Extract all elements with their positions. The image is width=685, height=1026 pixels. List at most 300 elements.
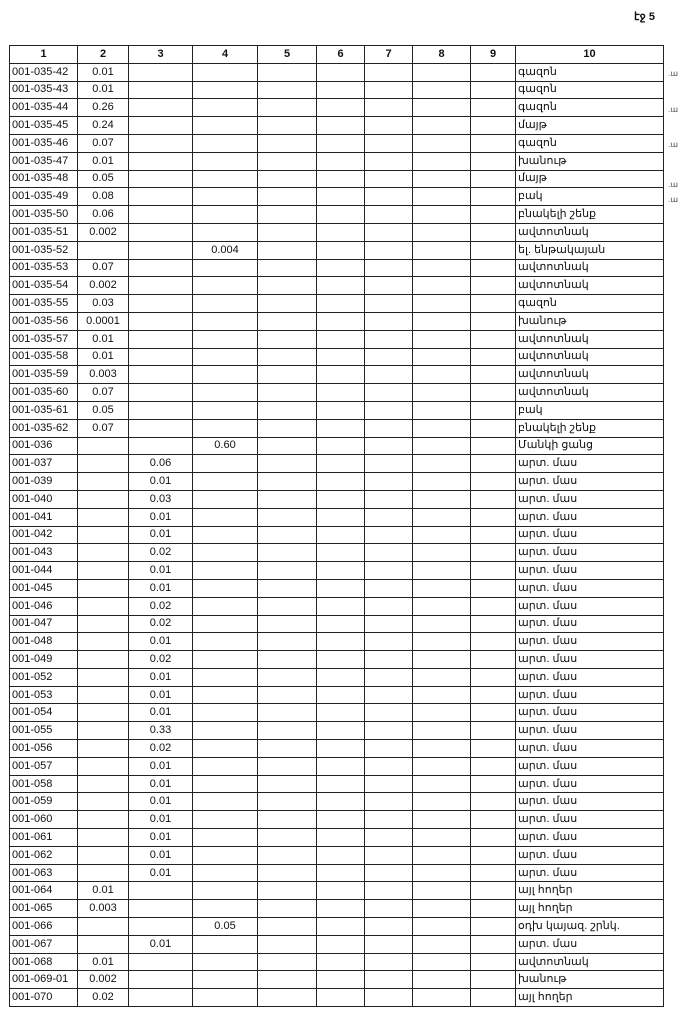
- cell-c7: [365, 117, 413, 135]
- cell-c6: [317, 846, 365, 864]
- cell-c4: [193, 259, 258, 277]
- table-row: [10, 651, 664, 669]
- table-row: [10, 668, 664, 686]
- cell-c9: [471, 615, 516, 633]
- cell-c7: [365, 562, 413, 580]
- cell-c9: [471, 989, 516, 1007]
- cell-c1: 001-063: [10, 864, 78, 882]
- cell-c1: 001-059: [10, 793, 78, 811]
- cell-c3: 0.06: [129, 455, 193, 473]
- cell-c4: [193, 882, 258, 900]
- cell-c1: 001-044: [10, 562, 78, 580]
- cell-c10: արտ. մաս: [516, 740, 664, 758]
- cell-c6: [317, 223, 365, 241]
- cell-c9: [471, 900, 516, 918]
- cell-c10: արտ. մաս: [516, 864, 664, 882]
- cell-c7: [365, 579, 413, 597]
- cell-c8: [413, 526, 471, 544]
- cell-c2: 0.07: [78, 134, 129, 152]
- cell-c3: [129, 152, 193, 170]
- cell-c1: 001-070: [10, 989, 78, 1007]
- cell-c8: [413, 989, 471, 1007]
- cell-c4: [193, 829, 258, 847]
- cell-c9: [471, 170, 516, 188]
- cell-c5: [258, 668, 317, 686]
- cell-c9: [471, 81, 516, 99]
- cell-c8: [413, 473, 471, 491]
- column-header-7: 7: [365, 46, 413, 64]
- column-header-4: 4: [193, 46, 258, 64]
- cell-c4: 0.05: [193, 918, 258, 936]
- cell-c1: 001-040: [10, 490, 78, 508]
- cell-c4: [193, 989, 258, 1007]
- cell-c5: [258, 793, 317, 811]
- cell-c6: [317, 508, 365, 526]
- column-header-5: 5: [258, 46, 317, 64]
- cell-c2: [78, 757, 129, 775]
- cell-c5: [258, 401, 317, 419]
- cell-c2: [78, 740, 129, 758]
- table-row: [10, 757, 664, 775]
- margin-mark: .ա: [668, 105, 679, 114]
- table-row: [10, 793, 664, 811]
- cell-c9: [471, 508, 516, 526]
- cell-c7: [365, 882, 413, 900]
- cell-c7: [365, 63, 413, 81]
- table-row: [10, 63, 664, 81]
- cell-c4: [193, 152, 258, 170]
- cell-c6: [317, 668, 365, 686]
- cell-c8: [413, 579, 471, 597]
- cell-c8: [413, 793, 471, 811]
- cell-c9: [471, 63, 516, 81]
- cell-c3: 0.33: [129, 722, 193, 740]
- cell-c10: ավտոտնակ: [516, 330, 664, 348]
- cell-c6: [317, 793, 365, 811]
- cell-c4: [193, 206, 258, 224]
- cell-c3: [129, 312, 193, 330]
- cell-c8: [413, 419, 471, 437]
- cell-c3: 0.02: [129, 597, 193, 615]
- cell-c7: [365, 811, 413, 829]
- cell-c8: [413, 206, 471, 224]
- cell-c5: [258, 722, 317, 740]
- table-row: [10, 864, 664, 882]
- cell-c6: [317, 864, 365, 882]
- cell-c4: [193, 633, 258, 651]
- cell-c2: [78, 935, 129, 953]
- cell-c9: [471, 401, 516, 419]
- margin-mark: .ա: [668, 140, 679, 149]
- table-row: [10, 846, 664, 864]
- cell-c4: [193, 188, 258, 206]
- cell-c9: [471, 366, 516, 384]
- cell-c3: 0.01: [129, 579, 193, 597]
- cell-c7: [365, 206, 413, 224]
- cell-c7: [365, 757, 413, 775]
- cell-c4: [193, 704, 258, 722]
- cell-c5: [258, 223, 317, 241]
- table-row: [10, 473, 664, 491]
- cell-c1: 001-035-59: [10, 366, 78, 384]
- cell-c7: [365, 81, 413, 99]
- cell-c8: [413, 455, 471, 473]
- cell-c6: [317, 348, 365, 366]
- cell-c7: [365, 829, 413, 847]
- cell-c1: 001-067: [10, 935, 78, 953]
- cell-c7: [365, 526, 413, 544]
- cell-c10: արտ. մաս: [516, 544, 664, 562]
- cell-c10: ավտոտնակ: [516, 348, 664, 366]
- cell-c4: [193, 348, 258, 366]
- cell-c8: [413, 757, 471, 775]
- cell-c1: 001-052: [10, 668, 78, 686]
- cell-c4: [193, 134, 258, 152]
- table-row: [10, 900, 664, 918]
- cell-c9: [471, 330, 516, 348]
- cell-c10: մայթ: [516, 117, 664, 135]
- cell-c8: [413, 953, 471, 971]
- cell-c9: [471, 668, 516, 686]
- cell-c10: արտ. մաս: [516, 615, 664, 633]
- cell-c4: [193, 597, 258, 615]
- cell-c5: [258, 900, 317, 918]
- cell-c8: [413, 223, 471, 241]
- cell-c1: 001-069-01: [10, 971, 78, 989]
- cell-c6: [317, 170, 365, 188]
- cell-c4: [193, 686, 258, 704]
- cell-c4: 0.60: [193, 437, 258, 455]
- cell-c4: 0.004: [193, 241, 258, 259]
- cell-c8: [413, 562, 471, 580]
- cell-c5: [258, 704, 317, 722]
- cell-c9: [471, 526, 516, 544]
- cell-c7: [365, 704, 413, 722]
- cell-c10: արտ. մաս: [516, 562, 664, 580]
- cell-c10: բակ: [516, 401, 664, 419]
- cell-c1: 001-068: [10, 953, 78, 971]
- cell-c8: [413, 722, 471, 740]
- cell-c9: [471, 811, 516, 829]
- cell-c2: 0.06: [78, 206, 129, 224]
- cell-c5: [258, 188, 317, 206]
- cell-c1: 001-066: [10, 918, 78, 936]
- cell-c9: [471, 295, 516, 313]
- cell-c3: [129, 882, 193, 900]
- cell-c8: [413, 633, 471, 651]
- cell-c1: 001-035-49: [10, 188, 78, 206]
- cell-c8: [413, 882, 471, 900]
- column-header-9: 9: [471, 46, 516, 64]
- cell-c3: [129, 971, 193, 989]
- cell-c6: [317, 188, 365, 206]
- cell-c6: [317, 597, 365, 615]
- cell-c9: [471, 384, 516, 402]
- cell-c1: 001-039: [10, 473, 78, 491]
- cell-c6: [317, 117, 365, 135]
- cell-c10: արտ. մաս: [516, 579, 664, 597]
- cell-c10: Մանկի ցանց: [516, 437, 664, 455]
- table-row: [10, 170, 664, 188]
- cell-c6: [317, 206, 365, 224]
- cell-c3: 0.01: [129, 668, 193, 686]
- cell-c4: [193, 579, 258, 597]
- cell-c10: արտ. մաս: [516, 526, 664, 544]
- cell-c7: [365, 668, 413, 686]
- cell-c2: [78, 562, 129, 580]
- cell-c6: [317, 579, 365, 597]
- cell-c8: [413, 348, 471, 366]
- cell-c8: [413, 401, 471, 419]
- table-row: [10, 401, 664, 419]
- cell-c9: [471, 829, 516, 847]
- cell-c2: [78, 775, 129, 793]
- cell-c3: 0.01: [129, 846, 193, 864]
- cell-c7: [365, 330, 413, 348]
- cell-c5: [258, 633, 317, 651]
- cell-c1: 001-035-47: [10, 152, 78, 170]
- cell-c3: 0.01: [129, 633, 193, 651]
- cell-c8: [413, 81, 471, 99]
- cell-c8: [413, 651, 471, 669]
- table-row: [10, 259, 664, 277]
- cell-c1: 001-035-62: [10, 419, 78, 437]
- table-row: [10, 295, 664, 313]
- cell-c1: 001-035-53: [10, 259, 78, 277]
- cell-c4: [193, 117, 258, 135]
- cell-c4: [193, 953, 258, 971]
- cell-c1: 001-055: [10, 722, 78, 740]
- page-number: էջ 5: [634, 11, 655, 23]
- table-row: [10, 882, 664, 900]
- cell-c7: [365, 722, 413, 740]
- cell-c3: 0.01: [129, 864, 193, 882]
- cell-c10: արտ. մաս: [516, 473, 664, 491]
- table-row: [10, 829, 664, 847]
- cell-c6: [317, 740, 365, 758]
- cell-c1: 001-035-54: [10, 277, 78, 295]
- cell-c1: 001-035-56: [10, 312, 78, 330]
- cell-c5: [258, 81, 317, 99]
- cell-c10: արտ. մաս: [516, 490, 664, 508]
- cell-c1: 001-057: [10, 757, 78, 775]
- cell-c3: [129, 81, 193, 99]
- cell-c5: [258, 241, 317, 259]
- cell-c10: գազոն: [516, 134, 664, 152]
- table-row: [10, 384, 664, 402]
- cell-c7: [365, 597, 413, 615]
- cell-c10: արտ. մաս: [516, 508, 664, 526]
- cell-c1: 001-053: [10, 686, 78, 704]
- cell-c2: [78, 846, 129, 864]
- cell-c4: [193, 740, 258, 758]
- cell-c2: 0.003: [78, 900, 129, 918]
- cell-c9: [471, 188, 516, 206]
- cell-c1: 001-054: [10, 704, 78, 722]
- cell-c7: [365, 793, 413, 811]
- cell-c9: [471, 117, 516, 135]
- cell-c2: [78, 579, 129, 597]
- cell-c1: 001-035-60: [10, 384, 78, 402]
- cell-c4: [193, 811, 258, 829]
- cell-c5: [258, 757, 317, 775]
- cell-c10: ավտոտնակ: [516, 223, 664, 241]
- cell-c2: 0.01: [78, 330, 129, 348]
- margin-mark: .ա: [668, 195, 679, 204]
- cell-c6: [317, 401, 365, 419]
- cell-c8: [413, 900, 471, 918]
- cell-c6: [317, 134, 365, 152]
- cell-c2: [78, 668, 129, 686]
- cell-c9: [471, 918, 516, 936]
- cell-c4: [193, 651, 258, 669]
- cell-c4: [193, 63, 258, 81]
- cell-c8: [413, 615, 471, 633]
- table-row: [10, 81, 664, 99]
- cell-c5: [258, 918, 317, 936]
- cell-c2: [78, 811, 129, 829]
- table-row: [10, 597, 664, 615]
- table-row: [10, 775, 664, 793]
- cell-c5: [258, 882, 317, 900]
- cell-c3: [129, 437, 193, 455]
- cell-c9: [471, 633, 516, 651]
- cell-c9: [471, 206, 516, 224]
- cell-c6: [317, 277, 365, 295]
- table-row: [10, 971, 664, 989]
- cell-c9: [471, 419, 516, 437]
- cell-c5: [258, 117, 317, 135]
- cell-c1: 001-035-52: [10, 241, 78, 259]
- cell-c7: [365, 384, 413, 402]
- cell-c2: 0.01: [78, 882, 129, 900]
- cell-c3: 0.01: [129, 526, 193, 544]
- cell-c3: [129, 295, 193, 313]
- cell-c10: խանութ: [516, 312, 664, 330]
- cell-c8: [413, 152, 471, 170]
- cell-c6: [317, 152, 365, 170]
- cell-c3: [129, 188, 193, 206]
- cell-c3: [129, 223, 193, 241]
- cell-c2: [78, 455, 129, 473]
- cell-c3: 0.01: [129, 793, 193, 811]
- cell-c3: [129, 170, 193, 188]
- cell-c2: 0.08: [78, 188, 129, 206]
- cell-c10: արտ. մաս: [516, 668, 664, 686]
- cell-c8: [413, 508, 471, 526]
- cell-c7: [365, 152, 413, 170]
- cell-c10: արտ. մաս: [516, 722, 664, 740]
- cell-c7: [365, 259, 413, 277]
- cell-c10: արտ. մաս: [516, 686, 664, 704]
- cell-c2: 0.24: [78, 117, 129, 135]
- cell-c9: [471, 846, 516, 864]
- cell-c3: [129, 401, 193, 419]
- table-row: [10, 99, 664, 117]
- cell-c10: մայթ: [516, 170, 664, 188]
- cell-c7: [365, 508, 413, 526]
- cell-c5: [258, 419, 317, 437]
- cell-c10: օդխ կայազ. շրնկ.: [516, 918, 664, 936]
- cell-c5: [258, 615, 317, 633]
- cell-c10: գազոն: [516, 81, 664, 99]
- margin-mark: .ա: [668, 180, 679, 189]
- table-row: [10, 152, 664, 170]
- table-row: [10, 419, 664, 437]
- cell-c3: [129, 419, 193, 437]
- cell-c2: [78, 615, 129, 633]
- cell-c2: [78, 793, 129, 811]
- cell-c9: [471, 490, 516, 508]
- cell-c6: [317, 935, 365, 953]
- cell-c9: [471, 882, 516, 900]
- cell-c9: [471, 971, 516, 989]
- cell-c8: [413, 99, 471, 117]
- cell-c7: [365, 455, 413, 473]
- cell-c8: [413, 597, 471, 615]
- cell-c9: [471, 935, 516, 953]
- cell-c3: [129, 241, 193, 259]
- cell-c10: արտ. մաս: [516, 597, 664, 615]
- table-row: [10, 953, 664, 971]
- cell-c8: [413, 544, 471, 562]
- cell-c9: [471, 686, 516, 704]
- cell-c1: 001-064: [10, 882, 78, 900]
- cell-c8: [413, 117, 471, 135]
- cell-c4: [193, 330, 258, 348]
- table-row: [10, 686, 664, 704]
- table-row: [10, 117, 664, 135]
- cell-c4: [193, 223, 258, 241]
- table-row: [10, 366, 664, 384]
- cell-c10: այլ հողեր: [516, 900, 664, 918]
- table-row: [10, 312, 664, 330]
- cell-c1: 001-056: [10, 740, 78, 758]
- cell-c2: 0.05: [78, 170, 129, 188]
- cell-c4: [193, 99, 258, 117]
- table-row: [10, 811, 664, 829]
- cell-c2: 0.002: [78, 971, 129, 989]
- cell-c8: [413, 134, 471, 152]
- cell-c4: [193, 419, 258, 437]
- cell-c6: [317, 633, 365, 651]
- cell-c5: [258, 935, 317, 953]
- cell-c2: [78, 651, 129, 669]
- cell-c6: [317, 366, 365, 384]
- cell-c8: [413, 366, 471, 384]
- table-row: [10, 241, 664, 259]
- cell-c9: [471, 259, 516, 277]
- cell-c4: [193, 312, 258, 330]
- cell-c5: [258, 134, 317, 152]
- cell-c4: [193, 277, 258, 295]
- cell-c8: [413, 846, 471, 864]
- cell-c6: [317, 312, 365, 330]
- cell-c10: արտ. մաս: [516, 651, 664, 669]
- cell-c8: [413, 918, 471, 936]
- table-row: [10, 579, 664, 597]
- cell-c4: [193, 544, 258, 562]
- cell-c5: [258, 971, 317, 989]
- cell-c8: [413, 63, 471, 81]
- cell-c4: [193, 401, 258, 419]
- cell-c10: արտ. մաս: [516, 935, 664, 953]
- cell-c2: 0.05: [78, 401, 129, 419]
- cell-c1: 001-043: [10, 544, 78, 562]
- cell-c2: 0.26: [78, 99, 129, 117]
- cell-c6: [317, 330, 365, 348]
- cell-c1: 001-041: [10, 508, 78, 526]
